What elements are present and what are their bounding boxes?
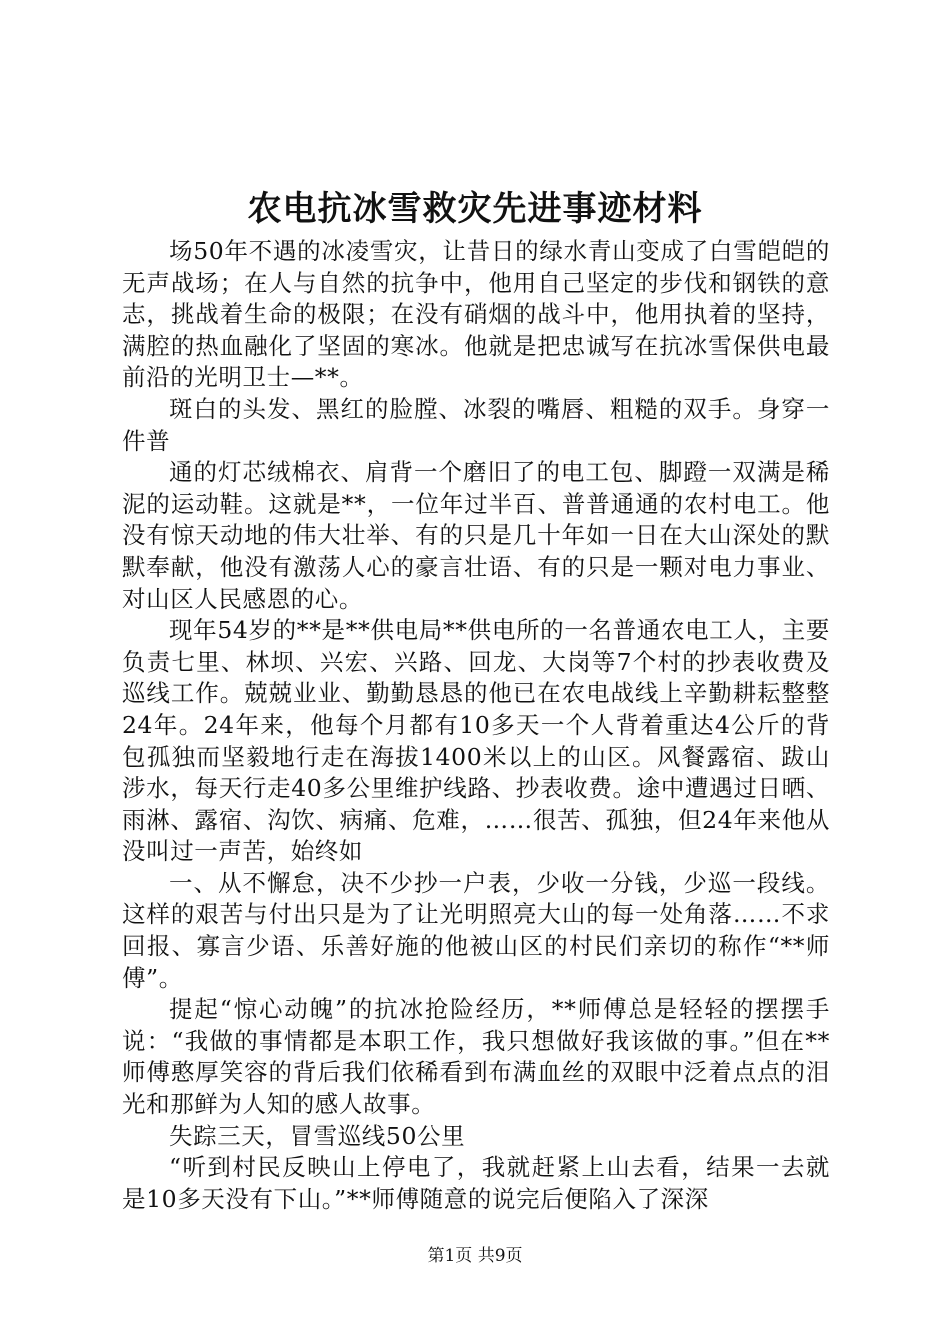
document-body [122,236,830,1215]
paragraph-1: 场50年不遇的冰凌雪灾，让昔日的绿水青山变成了白雪皑皑的无声战场；在人与自然的抗争中，他用自己坚定的步伐和钢铁的意志，挑战着生命的极限；在没有硝烟的战斗中，他用执着的坚持，满腔的热血融化了坚固的寒冰。他就是把忠诚写在抗冰雪保供电最前沿的光明卫士—**。 [122,237,830,392]
section-heading: 失踪三天，冒雪巡线50公里 [169,1121,466,1150]
page-footer: 第1页 共9页 [427,1246,523,1266]
paragraph-6: 提起“惊心动魄”的抗冰抢险经历，**师傅总是轻轻的摆摆手说：“我做的事情都是本职工作，我只想做好我该做的事。”但在**师傅憨厚笑容的背后我们依稀看到布满血丝的双眼中泛着点点的泪光和那鲜为人知的感人故事。 [122,995,830,1119]
document-title: 农电抗冰雪救灾先进事迹材料 [247,189,703,229]
paragraph-3: 通的灯芯绒棉衣、肩背一个磨旧了的电工包、脚蹬一双满是稀泥的运动鞋。这就是**，一位年过半百、普普通通的农村电工。他没有惊天动地的伟大壮举、有的只是几十年如一日在大山深处的默默奉献，他没有激荡人心的豪言壮语、有的只是一颗对电力事业、对山区人民感恩的心。 [122,458,830,613]
paragraph-5: 一、从不懈怠，决不少抄一户表，少收一分钱，少巡一段线。这样的艰苦与付出只是为了让光明照亮大山的每一处角落……不求回报、寡言少语、乐善好施的他被山区的村民们亲切的称作“**师傅”。 [122,868,830,992]
paragraph-4: 现年54岁的**是**供电局**供电所的一名普通农电工人，主要负责七里、林坝、兴宏、兴路、回龙、大岗等7个村的抄表收费及巡线工作。兢兢业业、勤勤恳恳的他已在农电战线上辛勤耕耘整整24年。24年来，他每个月都有10多天一个人背着重达4公斤的背包孤独而坚毅地行走在海拔1400米以上的山区。风餐露宿、跋山涉水，每天行走40多公里维护线路、抄表收费。途中遭遇过日晒、雨淋、露宿、沟饮、病痛、危难，……很苦、孤独，但24年来他从没叫过一声苦，始终如 [122,616,830,866]
paragraph-7: “听到村民反映山上停电了，我就赶紧上山去看，结果一去就是10多天没有下山。”**师傅随意的说完后便陷入了深深 [122,1153,830,1213]
paragraph-2: 斑白的头发、黑红的脸膛、冰裂的嘴唇、粗糙的双手。身穿一件普 [122,394,830,455]
